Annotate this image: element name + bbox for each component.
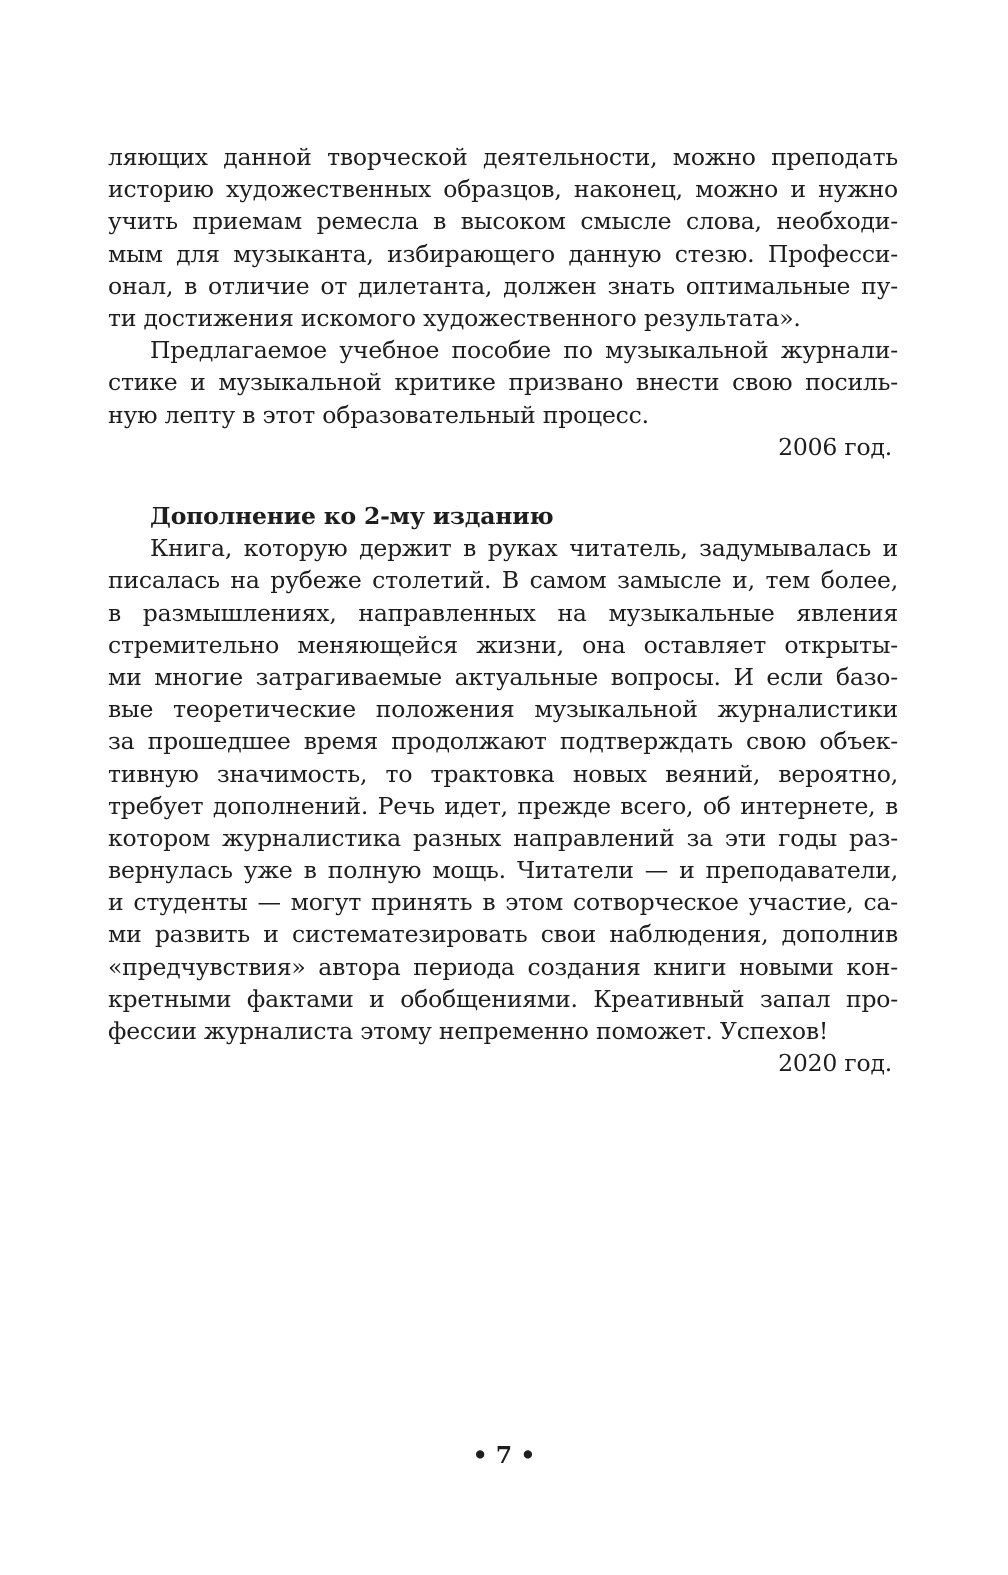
text-line: тивную значимость, то трактовка новых веяний, вероятно, — [108, 759, 898, 788]
section-preface-end — [108, 141, 898, 463]
text-line: вернулась уже в полную мощь. Читатели — и преподаватели, — [108, 856, 898, 885]
text-line: ми многие затрагиваемые актуальные вопросы. И если базо- — [108, 662, 898, 691]
text-line: кретными фактами и обобщениями. Креативный запал про- — [108, 984, 898, 1013]
text-line: ную лепту в этот образовательный процесс. — [108, 400, 649, 429]
page-number: • 7 • — [472, 1441, 536, 1469]
text-line: историю художественных образцов, наконец, можно и нужно — [108, 175, 898, 204]
text-line: за прошедшее время продолжают подтверждать свою объек- — [108, 727, 898, 756]
text-line: вые теоретические положения музыкальной журналистики — [108, 695, 898, 724]
text-line: стремительно меняющейся жизни, она оставляет открыты- — [108, 630, 898, 659]
text-line: ляющих данной творческой деятельности, можно преподать — [108, 143, 898, 171]
section-second-edition — [108, 500, 898, 1079]
date-2006: 2006 год. — [778, 432, 892, 461]
text-line: требует дополнений. Речь идет, прежде всего, об интернете, в — [108, 791, 898, 820]
text-line: мым для музыканта, избирающего данную стезю. Професси- — [108, 239, 898, 268]
text-line: и студенты — могут принять в этом сотворческое участие, са- — [108, 888, 898, 917]
text-line: стике и музыкальной критике призвано внести свою посиль- — [108, 368, 898, 397]
date-2020: 2020 год. — [778, 1049, 892, 1078]
text-line: учить приемам ремесла в высоком смысле слова, необходи- — [108, 207, 898, 236]
text-line: Книга, которую держит в руках читатель, задумывалась и — [150, 534, 898, 563]
text-line: ми развить и систематезировать свои наблюдения, дополнив — [108, 920, 898, 949]
text-line: ти достижения искомого художественного результата». — [108, 303, 801, 332]
text-line: Предлагаемое учебное пособие по музыкальной журнали- — [150, 336, 898, 365]
text-line: в размышлениях, направленных на музыкальные явления — [108, 598, 898, 627]
section-heading: Дополнение ко 2-му изданию — [150, 502, 554, 530]
text-line: «предчувствия» автора периода создания книги новыми кон- — [108, 952, 898, 981]
text-line: онал, в отличие от дилетанта, должен знать оптимальные пу- — [108, 271, 898, 300]
text-line: котором журналистика разных направлений за эти годы раз- — [108, 823, 898, 852]
text-line: фессии журналиста этому непременно поможет. Успехов! — [108, 1017, 829, 1045]
text-line: писалась на рубеже столетий. В самом замысле и, тем более, — [108, 566, 898, 595]
